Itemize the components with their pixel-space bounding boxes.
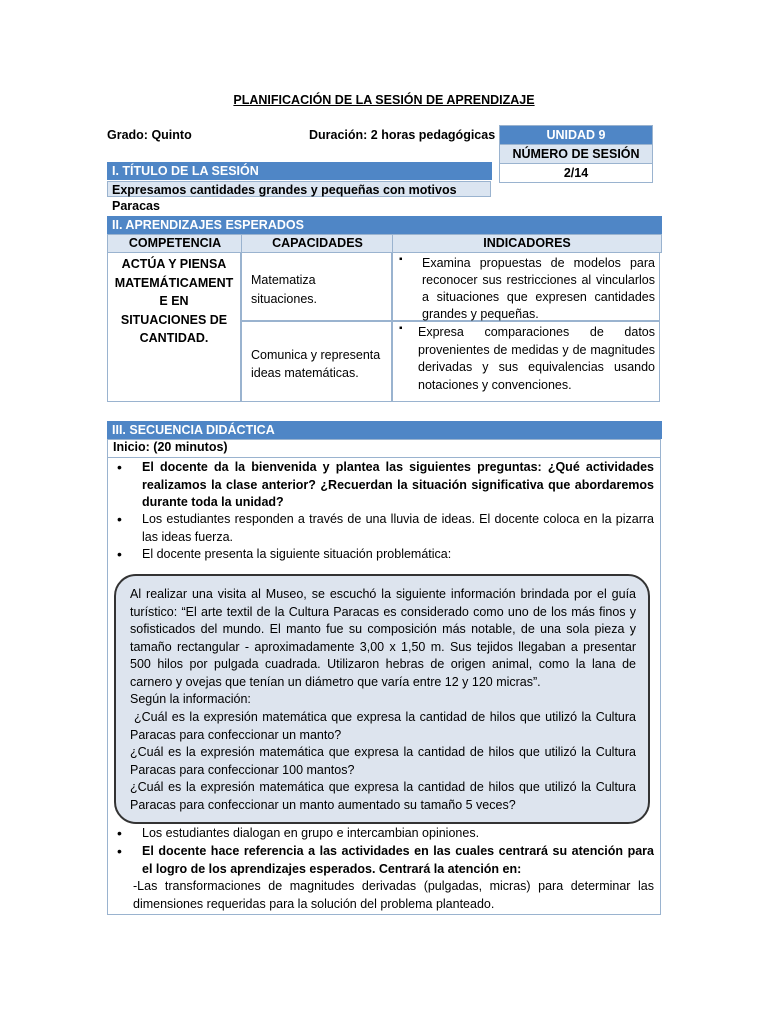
capacidad-line: ideas matemáticas. <box>251 366 359 380</box>
unidad-label: UNIDAD 9 <box>500 126 653 145</box>
bullet-text: El docente presenta la siguiente situación problemática: <box>142 547 452 561</box>
callout-lead: Según la información: <box>130 692 251 706</box>
header-indicadores: INDICADORES <box>392 234 662 253</box>
divider <box>108 457 660 458</box>
capacidad-line: Matematiza <box>251 273 316 287</box>
bullet-icon: • <box>117 459 122 475</box>
document-title: PLANIFICACIÓN DE LA SESIÓN DE APRENDIZAJE <box>233 93 535 107</box>
callout-paragraph: Al realizar una visita al Museo, se escuchó la siguiente información brindada por el guía turístico: “El arte textil de la Cultura Paracas es considerado como uno de los más finos y sofisticados del mundo. El manto fue su composición más notable, de una sola pieza y tamaño rectangular - aproximadamente 3,00 x 1,50 m. Sus tejidos llegaban a presentar 500 hilos por pulgada cuadrada. Utilizaron hebras de origen animal, como la lana de carnero y ovejas que tenían un diámetro que varía entre 12 y 120 micras”. <box>130 587 636 689</box>
square-bullet-icon: ▪ <box>399 323 403 334</box>
bullet-icon: • <box>117 546 122 562</box>
indicador-cell <box>392 252 660 321</box>
callout-question: ¿Cuál es la expresión matemática que expresa la cantidad de hilos que utilizó la Cultura Paracas para confeccionar 100 mantos? <box>130 745 636 777</box>
bullet-text: El docente hace referencia a las actividades en las cuales centrará su atención para el logro de los aprendizajes esperados. Centrará la atención en: <box>142 844 654 876</box>
indicador-cell <box>392 321 660 402</box>
numero-sesion-label: NÚMERO DE SESIÓN <box>500 145 653 164</box>
square-bullet-icon: ▪ <box>399 254 403 265</box>
numero-sesion-value: 2/14 <box>500 164 653 183</box>
header-competencia: COMPETENCIA <box>107 234 243 253</box>
inicio-label: Inicio: (20 minutos) <box>113 440 228 454</box>
bullet-icon: • <box>117 511 122 527</box>
bullet-text: Los estudiantes responden a través de una lluvia de ideas. El docente coloca en la pizarra las ideas fuerza. <box>142 512 654 544</box>
section-title-header: I. TÍTULO DE LA SESIÓN <box>107 162 492 180</box>
bullet-text: Los estudiantes dialogan en grupo e intercambian opiniones. <box>142 826 480 840</box>
competencia-line: CANTIDAD. <box>139 331 209 345</box>
competencia-line: SITUACIONES DE <box>120 312 228 327</box>
learning-table <box>107 234 662 404</box>
grado-label: Grado: Quinto <box>107 128 192 142</box>
competencia-cell <box>107 252 241 402</box>
callout-question: ¿Cuál es la expresión matemática que expresa la cantidad de hilos que utilizó la Cultura Paracas para confeccionar un manto aumentado su tamaño 5 veces? <box>130 780 636 812</box>
indicador-text: Examina propuestas de modelos para reconocer sus restricciones al vincularlos a situaciones que expresen cantidades grandes y pequeñas. <box>422 256 655 321</box>
bullet-icon: • <box>117 843 122 859</box>
session-number-box <box>499 125 653 183</box>
dash-item: -Las transformaciones de magnitudes derivadas (pulgadas, micras) para determinar las dimensiones requeridas para la solución del problema planteado. <box>133 879 654 911</box>
capacidad-cell <box>241 321 392 402</box>
header-capacidades: CAPACIDADES <box>241 234 394 253</box>
capacidad-line: situaciones. <box>251 292 318 306</box>
session-title: Expresamos cantidades grandes y pequeñas con motivos Paracas <box>107 181 491 197</box>
problem-situation-callout <box>114 574 650 824</box>
capacidad-cell <box>241 252 392 321</box>
bullet-text: El docente da la bienvenida y plantea las siguientes preguntas: ¿Qué actividades realizamos la clase anterior? ¿Recuerdan la situación significativa que abordaremos durante toda la unidad? <box>142 460 654 509</box>
competencia-line: E EN <box>159 294 189 308</box>
didactic-sequence-header: III. SECUENCIA DIDÁCTICA <box>107 421 662 439</box>
capacidad-line: Comunica y representa <box>251 348 381 362</box>
expected-learning-header: II. APRENDIZAJES ESPERADOS <box>107 216 662 234</box>
competencia-line: ACTÚA Y PIENSA <box>121 257 227 271</box>
callout-question: ¿Cuál es la expresión matemática que expresa la cantidad de hilos que utilizó la Cultura Paracas para confeccionar un manto? <box>130 710 636 742</box>
competencia-line: MATEMÁTICAMENT <box>114 275 234 290</box>
indicador-text: Expresa comparaciones de datos provenientes de medidas y de magnitudes derivadas y sus equivalencias usando notaciones y convenciones. <box>418 325 655 392</box>
duracion-label: Duración: 2 horas pedagógicas <box>309 128 496 142</box>
bullet-icon: • <box>117 825 122 841</box>
